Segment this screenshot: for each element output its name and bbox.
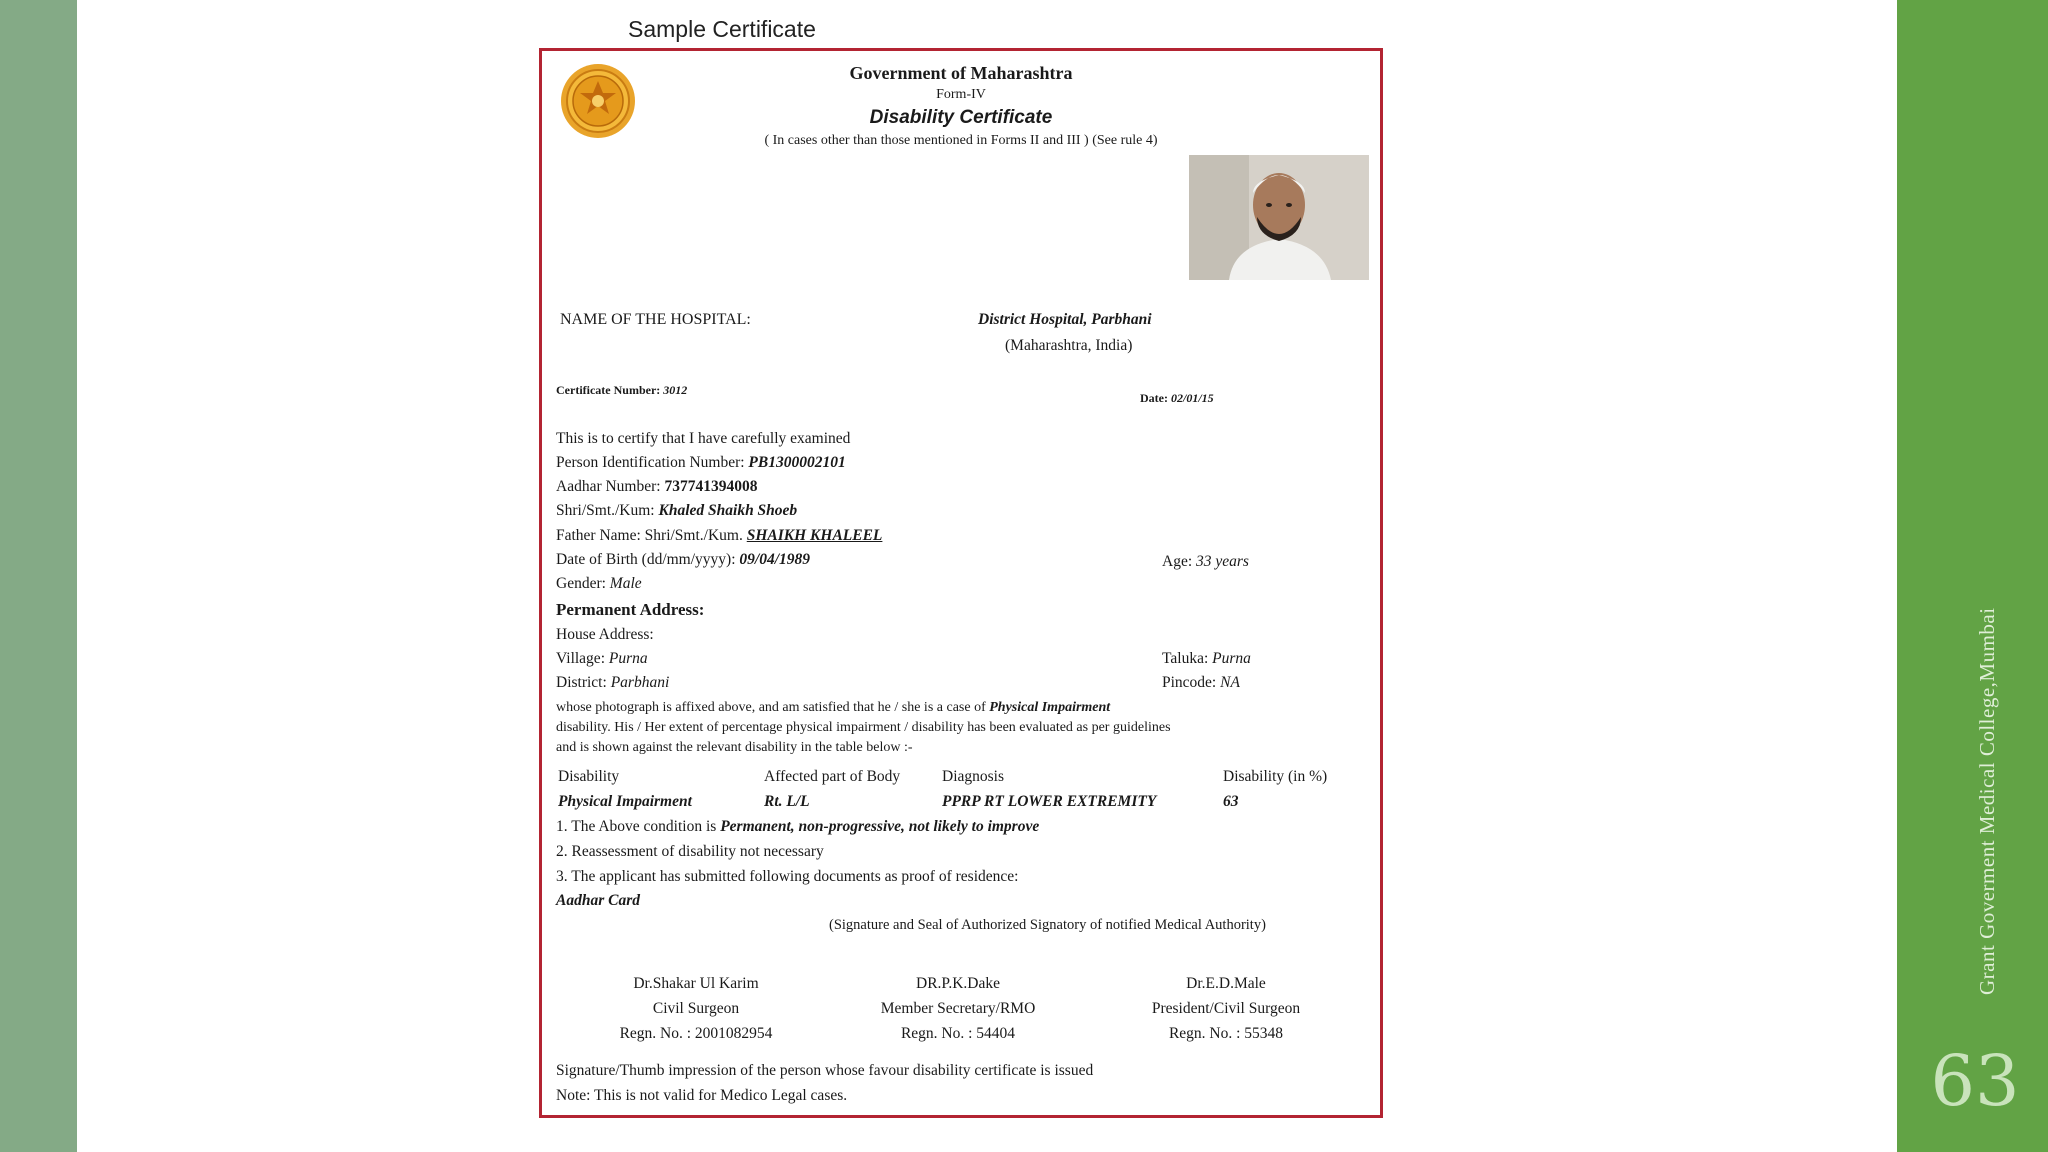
house-address-label: House Address: bbox=[556, 626, 654, 643]
certificate-number-value: 3012 bbox=[663, 383, 688, 397]
condition-1-label: 1. The Above condition is bbox=[556, 818, 717, 835]
form-number: Form-IV bbox=[936, 87, 986, 102]
permanent-address-heading: Permanent Address: bbox=[556, 600, 705, 619]
condition-1 bbox=[556, 818, 1039, 836]
table-header-percent: Disability (in %) bbox=[1223, 768, 1328, 785]
certificate-title: Disability Certificate bbox=[869, 107, 1053, 128]
left-accent-bar bbox=[0, 0, 77, 1152]
assessment-paragraph-line1 bbox=[556, 700, 1110, 716]
assessment-paragraph-line3: and is shown against the relevant disability in the table below :- bbox=[556, 740, 913, 755]
gender-row bbox=[556, 575, 642, 593]
hospital-place: (Maharashtra, India) bbox=[1005, 337, 1133, 354]
college-side-text: Grant Goverment Medical College,Mumbai bbox=[1975, 607, 1999, 995]
condition-2: 2. Reassessment of disability not necessary bbox=[556, 843, 824, 860]
dob-label: Date of Birth (dd/mm/yyyy): bbox=[556, 551, 736, 568]
aadhar-value: 737741394008 bbox=[664, 478, 758, 495]
name-label: Shri/Smt./Kum: bbox=[556, 502, 655, 519]
table-header-diagnosis: Diagnosis bbox=[942, 768, 1004, 785]
taluka-row bbox=[1162, 650, 1251, 668]
assessment-paragraph-line2: disability. His / Her extent of percentage physical impairment / disability has been evaluated as per guidelines bbox=[556, 720, 1171, 735]
father-label: Father Name: Shri/Smt./Kum. bbox=[556, 527, 743, 544]
certificate-number bbox=[556, 383, 687, 398]
dob-row bbox=[556, 551, 810, 569]
name-row bbox=[556, 502, 797, 520]
father-value: SHAIKH KHALEEL bbox=[746, 527, 883, 544]
table-cell-body-part: Rt. L/L bbox=[764, 793, 810, 810]
signatory-2-reg: Regn. No. : 54404 bbox=[900, 1025, 1016, 1042]
signatory-2-role: Member Secretary/RMO bbox=[880, 1000, 1036, 1017]
table-cell-disability: Physical Impairment bbox=[558, 793, 692, 810]
person-id-row bbox=[556, 454, 846, 472]
signature-caption: (Signature and Seal of Authorized Signatory of notified Medical Authority) bbox=[829, 917, 1266, 933]
condition-1-value: Permanent, non-progressive, not likely to improve bbox=[720, 818, 1040, 835]
father-row bbox=[556, 527, 882, 545]
certificate-subtitle: ( In cases other than those mentioned in Forms II and III ) (See rule 4) bbox=[764, 133, 1158, 148]
person-id-value: PB1300002101 bbox=[748, 454, 846, 471]
impairment-type: Physical Impairment bbox=[989, 700, 1111, 715]
hospital-label: NAME OF THE HOSPITAL: bbox=[560, 311, 751, 328]
table-cell-percent: 63 bbox=[1223, 793, 1239, 810]
signatory-1-role: Civil Surgeon bbox=[652, 1000, 740, 1017]
date-label: Date: bbox=[1140, 391, 1168, 405]
person-photo bbox=[1189, 155, 1369, 280]
taluka-label: Taluka: bbox=[1162, 650, 1209, 667]
person-id-label: Person Identification Number: bbox=[556, 454, 745, 471]
age-value: 33 years bbox=[1196, 553, 1249, 570]
certify-line: This is to certify that I have carefully examined bbox=[556, 430, 851, 447]
government-heading: Government of Maharashtra bbox=[849, 63, 1073, 83]
gender-value: Male bbox=[609, 575, 642, 592]
village-row bbox=[556, 650, 648, 668]
residence-document: Aadhar Card bbox=[556, 892, 640, 909]
aadhar-row bbox=[556, 478, 757, 496]
district-label: District: bbox=[556, 674, 607, 691]
dob-value: 09/04/1989 bbox=[739, 551, 811, 568]
certificate bbox=[539, 48, 1383, 1118]
pincode-label: Pincode: bbox=[1162, 674, 1217, 691]
signatory-3-role: President/Civil Surgeon bbox=[1151, 1000, 1301, 1017]
assessment-text: whose photograph is affixed above, and am satisfied that he / she is a case of bbox=[556, 700, 986, 715]
certificate-number-label: Certificate Number: bbox=[556, 383, 661, 397]
condition-3: 3. The applicant has submitted following documents as proof of residence: bbox=[556, 868, 1019, 885]
age-label: Age: bbox=[1162, 553, 1193, 570]
age-row bbox=[1162, 553, 1249, 571]
signatory-3-name: Dr.E.D.Male bbox=[1186, 975, 1266, 992]
district-value: Parbhani bbox=[610, 674, 670, 691]
signatory-2-name: DR.P.K.Dake bbox=[916, 975, 1000, 992]
signatory-1-reg: Regn. No. : 2001082954 bbox=[619, 1025, 773, 1042]
table-header-body-part: Affected part of Body bbox=[764, 768, 901, 785]
aadhar-label: Aadhar Number: bbox=[556, 478, 661, 495]
gender-label: Gender: bbox=[556, 575, 606, 592]
village-label: Village: bbox=[556, 650, 605, 667]
slide-caption: Sample Certificate bbox=[628, 16, 816, 42]
slide-number: 63 bbox=[1930, 1040, 2020, 1122]
table-cell-diagnosis: PPRP RT LOWER EXTREMITY bbox=[942, 793, 1157, 810]
pincode-value: NA bbox=[1220, 674, 1240, 691]
medico-legal-note: Note: This is not valid for Medico Legal cases. bbox=[556, 1087, 848, 1104]
name-value: Khaled Shaikh Shoeb bbox=[658, 502, 798, 519]
signatory-1-name: Dr.Shakar Ul Karim bbox=[633, 975, 759, 992]
signatory-3-reg: Regn. No. : 55348 bbox=[1168, 1025, 1284, 1042]
pincode-row bbox=[1162, 674, 1240, 692]
table-header-disability: Disability bbox=[558, 768, 620, 785]
district-row bbox=[556, 674, 669, 692]
date-value: 02/01/15 bbox=[1170, 391, 1214, 405]
taluka-value: Purna bbox=[1212, 650, 1251, 667]
village-value: Purna bbox=[608, 650, 648, 667]
right-accent-bar bbox=[1897, 0, 2048, 1152]
certificate-date bbox=[1140, 391, 1214, 406]
hospital-name: District Hospital, Parbhani bbox=[978, 311, 1152, 328]
thumb-impression-line: Signature/Thumb impression of the person whose favour disability certificate is issued bbox=[556, 1062, 1094, 1079]
